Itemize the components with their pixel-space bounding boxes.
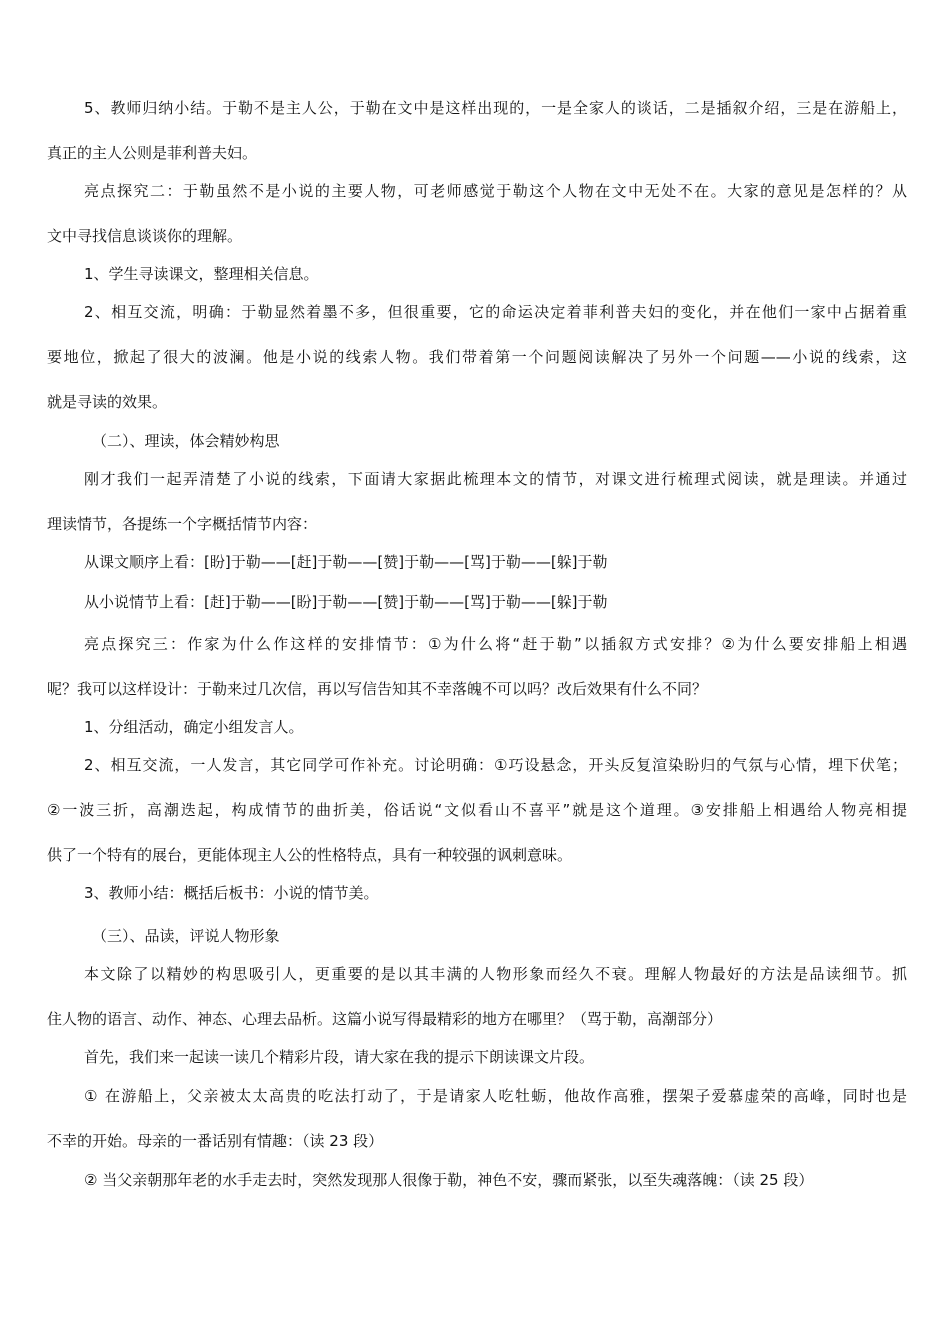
paragraph-line: 首先，我们来一起读一读几个精彩片段，请大家在我的提示下朗读课文片段。 — [84, 1048, 595, 1066]
paragraph-line: 要地位，掀起了很大的波澜。他是小说的线索人物。我们带着第一个问题阅读解决了另外一个问题——小说的线索，这 — [47, 348, 907, 366]
paragraph-line: 1、分组活动，确定小组发言人。 — [84, 718, 304, 736]
paragraph-line: 3、教师小结：概括后板书：小说的情节美。 — [84, 884, 379, 902]
paragraph-line: 刚才我们一起弄清楚了小说的线索，下面请大家据此梳理本文的情节，对课文进行梳理式阅读，就是理读。并通过 — [84, 470, 907, 488]
paragraph-line: 亮点探究三：作家为什么作这样的安排情节：①为什么将“赶于勒”以插叙方式安排？②为什么要安排船上相遇 — [84, 635, 907, 653]
paragraph-line: 1、学生寻读课文，整理相关信息。 — [84, 265, 319, 283]
paragraph-line: ② 当父亲朝那年老的水手走去时，突然发现那人很像于勒，神色不安，骤而紧张，以至失魂落魄：（读 25 段） — [84, 1171, 814, 1189]
paragraph-line: 真正的主人公则是菲利普夫妇。 — [47, 144, 258, 162]
section-heading: （三）、品读，评说人物形象 — [92, 927, 280, 945]
paragraph-line: 理读情节，各提练一个字概括情节内容： — [47, 515, 318, 533]
paragraph-line: 呢？我可以这样设计：于勒来过几次信，再以写信告知其不幸落魄不可以吗？改后效果有什么不同？ — [47, 680, 708, 698]
paragraph-line: 2、相互交流，明确：于勒显然着墨不多，但很重要，它的命运决定着菲利普夫妇的变化，并在他们一家中占据着重 — [84, 303, 907, 321]
paragraph-line: ① 在游船上，父亲被太太高贵的吃法打动了，于是请家人吃牡蛎，他故作高雅，摆架子爱慕虚荣的高峰，同时也是 — [84, 1087, 907, 1105]
paragraph-line: 本文除了以精妙的构思吸引人，更重要的是以其丰满的人物形象而经久不衰。理解人物最好的方法是品读细节。抓 — [84, 965, 907, 983]
paragraph-line: 就是寻读的效果。 — [47, 393, 168, 411]
paragraph-line: 2、相互交流，一人发言，其它同学可作补充。讨论明确：①巧设悬念，开头反复渲染盼归的气氛与心情，埋下伏笔； — [84, 756, 907, 774]
paragraph-line: 亮点探究二：于勒虽然不是小说的主要人物，可老师感觉于勒这个人物在文中无处不在。大家的意见是怎样的？从 — [84, 182, 907, 200]
section-heading: （二）、理读，体会精妙构思 — [92, 432, 280, 450]
paragraph-line: ②一波三折，高潮迭起，构成情节的曲折美，俗话说“文似看山不喜平”就是这个道理。③安排船上相遇给人物亮相提 — [47, 801, 907, 819]
paragraph-line: 5、教师归纳小结。于勒不是主人公，于勒在文中是这样出现的，一是全家人的谈话，二是插叙介绍，三是在游船上， — [84, 99, 907, 117]
paragraph-line: 住人物的语言、动作、神态、心理去品析。这篇小说写得最精彩的地方在哪里？（骂于勒，高潮部分） — [47, 1010, 723, 1028]
paragraph-line: 文中寻找信息谈谈你的理解。 — [47, 227, 243, 245]
paragraph-line: 从课文顺序上看：[盼]于勒——[赶]于勒——[赞]于勒——[骂]于勒——[躲]于勒 — [84, 553, 608, 571]
paragraph-line: 供了一个特有的展台，更能体现主人公的性格特点，具有一种较强的讽刺意味。 — [47, 846, 573, 864]
paragraph-line: 不幸的开始。母亲的一番话别有情趣：（读 23 段） — [47, 1132, 384, 1150]
paragraph-line: 从小说情节上看：[赶]于勒——[盼]于勒——[赞]于勒——[骂]于勒——[躲]于勒 — [84, 593, 608, 611]
